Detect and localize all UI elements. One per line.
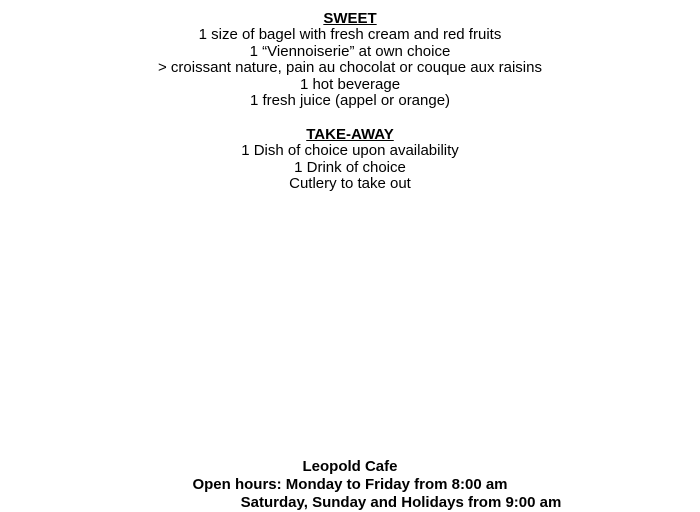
takeaway-item: 1 Dish of choice upon availability — [241, 142, 459, 159]
sweet-item: 1 “Viennoiserie” at own choice — [249, 42, 451, 60]
takeaway-item: 1 Drink of choice — [294, 158, 406, 176]
open-hours-weekend: Saturday, Sunday and Holidays from 9:00 am — [240, 494, 562, 511]
takeaway-section — [0, 126, 700, 193]
sweet-item: 1 fresh juice (appel or orange) — [249, 92, 451, 109]
cafe-name: Leopold Cafe — [302, 458, 398, 475]
sweet-section — [0, 10, 700, 110]
open-hours-weekdays: Open hours: Monday to Friday from 8:00 am — [192, 476, 508, 493]
sweet-heading: SWEET — [323, 10, 377, 27]
sweet-item: 1 size of bagel with fresh cream and red fruits — [198, 26, 502, 43]
takeaway-item: Cutlery to take out — [289, 175, 411, 192]
footer — [0, 458, 700, 512]
takeaway-heading: TAKE-AWAY — [306, 126, 394, 143]
sweet-item: 1 hot beverage — [299, 75, 401, 93]
sweet-item: > croissant nature, pain au chocolat or couque aux raisins — [158, 59, 542, 76]
